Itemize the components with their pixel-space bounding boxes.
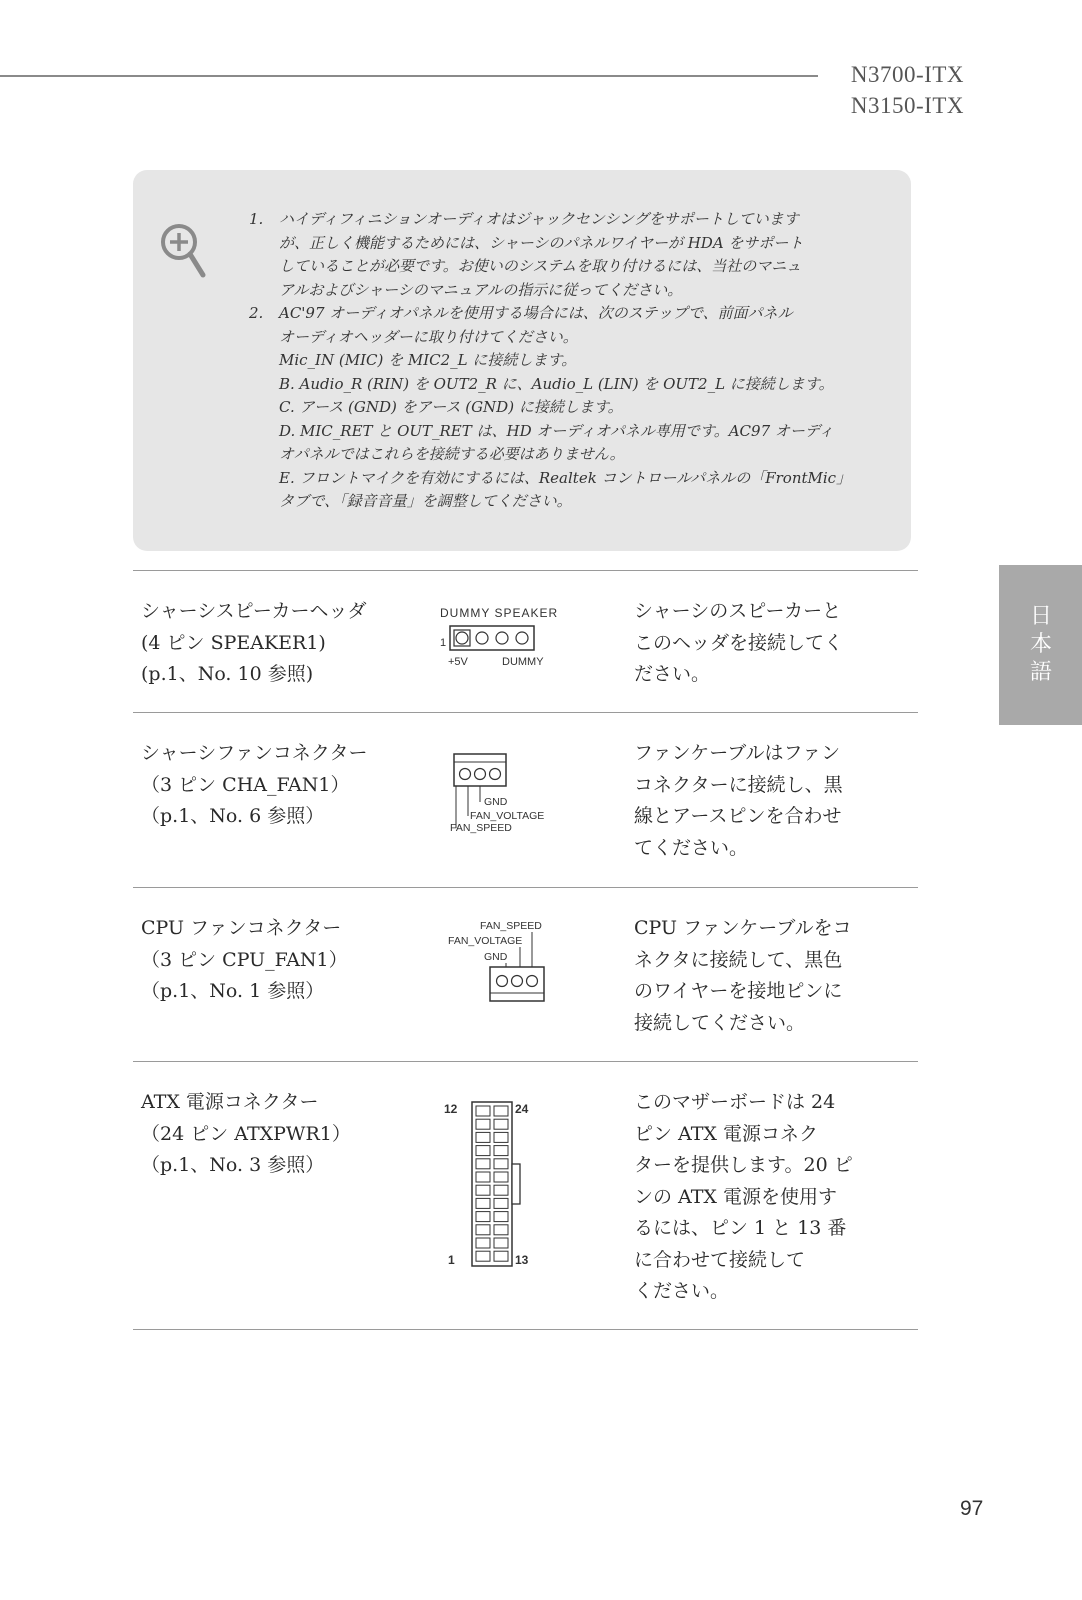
atx-power-title bbox=[141, 1087, 351, 1182]
row-left-line: シャーシスピーカーヘッダ bbox=[141, 600, 367, 622]
atx-power-description bbox=[634, 1087, 853, 1308]
note-line: ハイディフィニションオーディオはジャックセンシングをサポートしています bbox=[279, 210, 799, 228]
model-name-2: N3150-ITX bbox=[850, 93, 964, 118]
row-right-line: に合わせて接続して bbox=[634, 1248, 806, 1271]
note-line: C. アース (GND) をアース (GND) に接続します。 bbox=[279, 398, 623, 416]
atx-pin bbox=[476, 1212, 490, 1222]
atx-pin bbox=[476, 1198, 490, 1208]
fan-gnd-label: GND bbox=[484, 796, 508, 808]
note-item-2 bbox=[249, 302, 852, 514]
row-right-line: ださい。 bbox=[634, 663, 711, 685]
zoom-in-magnifier-icon bbox=[155, 220, 211, 280]
note-line: B. Audio_R (RIN) を OUT2_R に、Audio_L (LIN) を OUT2_L に接続します。 bbox=[279, 374, 834, 393]
row-right-line: のワイヤーを接地ピンに bbox=[634, 980, 843, 1002]
atx-pin-label: 24 bbox=[515, 1102, 529, 1116]
row-left-line: （p.1、No. 3 参照） bbox=[141, 1154, 325, 1176]
note-list bbox=[249, 208, 852, 514]
model-name-1: N3700-ITX bbox=[850, 62, 964, 87]
row-right-line: ネクタに接続して、黒色 bbox=[634, 948, 843, 971]
atx-pin bbox=[476, 1146, 490, 1156]
row-right-line: ください。 bbox=[634, 1280, 730, 1302]
note-item-1 bbox=[249, 208, 829, 302]
atx-pin bbox=[494, 1212, 508, 1222]
note-item-number: 1. bbox=[249, 210, 264, 228]
note-line: していることが必要です。お使いのシステムを取り付けるには、当社のマニュ bbox=[279, 257, 802, 275]
chassis-fan-description bbox=[634, 738, 843, 864]
language-tab bbox=[999, 565, 1082, 725]
table-rule bbox=[133, 712, 918, 713]
note-item-number: 2. bbox=[249, 304, 264, 322]
cpu-fan-gnd-label: GND bbox=[484, 951, 508, 963]
row-right-line: CPU ファンケーブルをコ bbox=[634, 917, 852, 939]
atx-pin-label: 12 bbox=[444, 1102, 458, 1116]
atx-pin bbox=[476, 1172, 490, 1182]
page-number: 97 bbox=[960, 1497, 984, 1520]
row-right-line: このマザーボードは 24 bbox=[634, 1091, 836, 1113]
cpu-fan-diagram bbox=[446, 917, 566, 1005]
note-line: D. MIC_RET と OUT_RET は、HD オーディオパネル専用です。AC97 オーディ bbox=[279, 421, 834, 440]
speaker-pin1-label: 1 bbox=[440, 637, 447, 649]
cpu-fan-title bbox=[141, 913, 348, 1008]
language-tab-label: 日本語 bbox=[1029, 604, 1052, 685]
speaker-top-label: DUMMY SPEAKER bbox=[440, 606, 559, 620]
note-line: オパネルではこれらを接続する必要はありません。 bbox=[279, 445, 625, 463]
speaker-header-title bbox=[141, 596, 367, 691]
table-rule bbox=[133, 887, 918, 888]
fan-speed-label: FAN_SPEED bbox=[450, 822, 512, 834]
speaker-bottom-left-label: +5V bbox=[448, 656, 468, 668]
row-right-line: 線とアースピンを合わせ bbox=[634, 805, 842, 827]
atx-pin bbox=[476, 1251, 490, 1261]
atx-pin bbox=[494, 1146, 508, 1156]
atx-pin bbox=[494, 1238, 508, 1248]
atx-pin bbox=[476, 1225, 490, 1235]
atx-pin bbox=[494, 1106, 508, 1116]
row-left-line: （p.1、No. 6 参照） bbox=[141, 805, 325, 827]
row-right-line: ファンケーブルはファン bbox=[634, 742, 841, 764]
note-line: E. フロントマイクを有効にするには、Realtek コントロールパネルの「FrontMic」 bbox=[279, 468, 852, 487]
row-right-line: るには、ピン 1 と 13 番 bbox=[634, 1217, 847, 1239]
note-box bbox=[133, 170, 911, 551]
row-right-line: ピン ATX 電源コネク bbox=[634, 1122, 818, 1145]
note-line: タブで、「録音音量」を調整してください。 bbox=[279, 492, 572, 510]
row-right-line: コネクターに接続し、黒 bbox=[634, 773, 843, 796]
atx-pin bbox=[476, 1132, 490, 1142]
note-line: AC'97 オーディオパネルを使用する場合には、次のステップで、前面パネル bbox=[279, 304, 793, 322]
atx-pin bbox=[494, 1132, 508, 1142]
atx-pin bbox=[494, 1185, 508, 1195]
atx-pin-label: 1 bbox=[448, 1253, 455, 1267]
row-right-line: ターを提供します。20 ピ bbox=[634, 1154, 853, 1176]
row-left-line: (p.1、No. 10 参照) bbox=[141, 663, 314, 685]
cpu-fan-voltage-label: FAN_VOLTAGE bbox=[448, 935, 523, 947]
atx-pin bbox=[476, 1159, 490, 1169]
table-rule bbox=[133, 1061, 918, 1062]
atx-pin bbox=[494, 1225, 508, 1235]
row-left-line: (4 ピン SPEAKER1) bbox=[141, 631, 326, 654]
row-right-line: 接続してください。 bbox=[634, 1011, 806, 1034]
row-right-line: てください。 bbox=[634, 836, 749, 859]
atx-pin bbox=[476, 1238, 490, 1248]
row-right-line: このヘッダを接続してく bbox=[634, 631, 844, 654]
atx-pin bbox=[494, 1251, 508, 1261]
row-left-line: CPU ファンコネクター bbox=[141, 917, 342, 939]
speaker-header-diagram bbox=[436, 600, 576, 672]
atx-pin bbox=[494, 1119, 508, 1129]
cpu-fan-speed-label: FAN_SPEED bbox=[480, 920, 542, 932]
table-rule-bottom bbox=[133, 1329, 918, 1330]
note-line: が、正しく機能するためには、シャーシのパネルワイヤーが HDA をサポート bbox=[279, 233, 804, 252]
atx-connector-latch bbox=[512, 1164, 520, 1204]
atx-pin bbox=[476, 1185, 490, 1195]
header-rule bbox=[0, 75, 818, 77]
row-left-line: （3 ピン CPU_FAN1） bbox=[141, 948, 348, 971]
atx-pin bbox=[494, 1198, 508, 1208]
row-left-line: シャーシファンコネクター bbox=[141, 742, 368, 764]
row-left-line: ATX 電源コネクター bbox=[141, 1091, 319, 1113]
row-left-line: （24 ピン ATXPWR1） bbox=[141, 1122, 351, 1145]
note-line: アルおよびシャーシのマニュアルの指示に従ってください。 bbox=[279, 280, 683, 299]
fan-voltage-label: FAN_VOLTAGE bbox=[470, 810, 545, 822]
chassis-fan-title bbox=[141, 738, 367, 833]
note-line: オーディオヘッダーに取り付けてください。 bbox=[279, 327, 578, 346]
atx-pin bbox=[476, 1119, 490, 1129]
cpu-fan-description bbox=[634, 913, 852, 1039]
atx-pin bbox=[476, 1106, 490, 1116]
atx-pin bbox=[494, 1172, 508, 1182]
atx-pin bbox=[494, 1159, 508, 1169]
chassis-fan-diagram bbox=[448, 750, 568, 836]
row-right-line: ンの ATX 電源を使用す bbox=[634, 1185, 837, 1208]
row-right-line: シャーシのスピーカーと bbox=[634, 600, 842, 622]
speaker-bottom-right-label: DUMMY bbox=[502, 656, 544, 668]
row-left-line: （3 ピン CHA_FAN1） bbox=[141, 773, 350, 796]
atx-power-diagram bbox=[440, 1096, 540, 1272]
atx-pin-label: 13 bbox=[515, 1253, 529, 1267]
row-left-line: （p.1、No. 1 参照） bbox=[141, 980, 325, 1002]
table-rule-top bbox=[133, 570, 918, 571]
note-line: Mic_IN (MIC) を MIC2_L に接続します。 bbox=[279, 351, 577, 369]
speaker-header-description bbox=[634, 596, 843, 691]
